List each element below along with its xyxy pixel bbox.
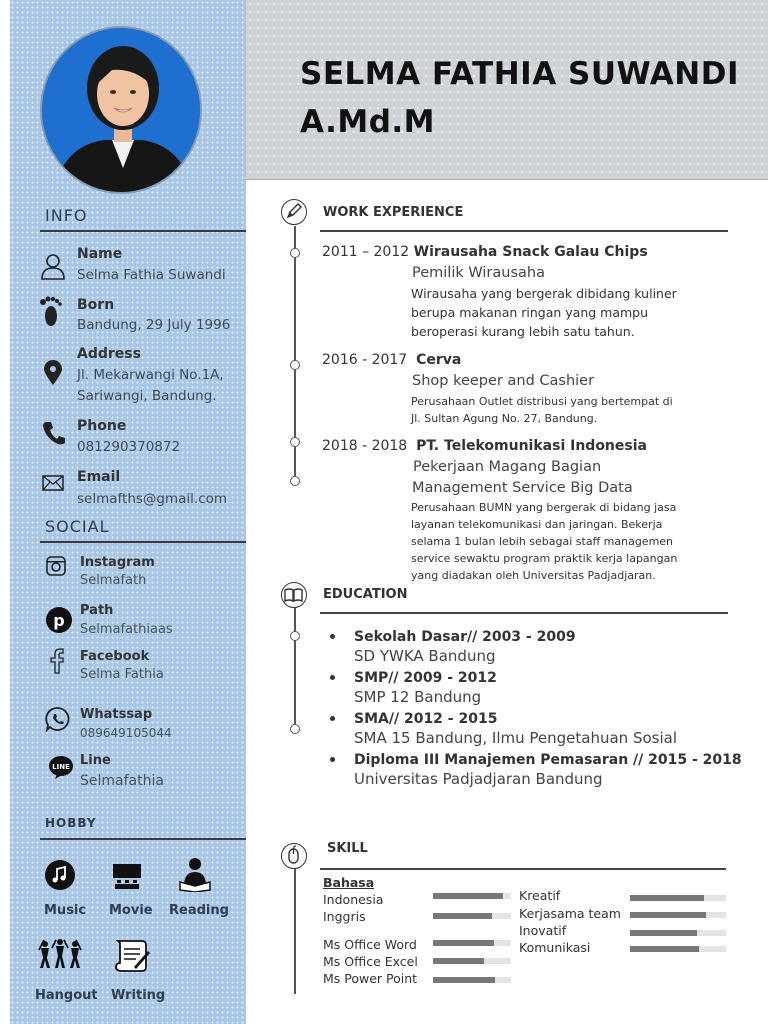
job-1-desc-line: berupa makanan ringan yang mampu [411, 305, 649, 320]
skill-bar-fill [433, 977, 495, 983]
job-3-desc-line: Perusahaan BUMN yang bergerak di bidang jasa [411, 501, 677, 514]
hobby-label-music: Music [44, 903, 87, 918]
job-2-desc-line: Perusahaan Outlet distribusi yang bertempat di [411, 395, 673, 408]
skill-bahasa-heading: Bahasa [323, 875, 375, 890]
info-value-address-line1: Jl. Mekarwangi No.1A, [77, 367, 224, 383]
whatsapp-icon[interactable] [45, 706, 71, 732]
info-value-address-line2: Sariwangi, Bandung. [77, 388, 217, 404]
movie-icon [112, 862, 142, 890]
social-value-instagram[interactable]: Selmafath [80, 573, 147, 588]
edu-bullet [330, 716, 335, 721]
timeline-dot [290, 248, 300, 258]
skill-bar [433, 958, 511, 964]
skill-bar-fill [630, 946, 699, 952]
timeline-dot [290, 437, 300, 447]
skill-bar-fill [433, 958, 484, 964]
skill-name: Ms Office Excel [323, 954, 418, 969]
skill-name: Ms Power Point [323, 971, 418, 986]
svg-text:LINE: LINE [52, 763, 70, 771]
edu-2-level: SMP [354, 670, 389, 686]
skill-bar-fill [433, 893, 503, 899]
social-value-path[interactable]: Selmafathiaas [80, 622, 173, 637]
hobby-rule [40, 838, 246, 840]
job-3-company: PT. Telekomunikasi Indonesia [416, 438, 647, 454]
writing-icon [112, 937, 150, 975]
skill-bar [630, 912, 726, 918]
social-label-line: Line [80, 753, 111, 768]
hobby-label-hangout: Hangout [35, 988, 98, 1003]
skill-name: Ms Office Word [323, 937, 417, 952]
job-3-years: 2018 - 2018 [322, 438, 408, 454]
edu-1-school: SD YWKA Bandung [354, 647, 496, 665]
skill-bar [630, 946, 726, 952]
info-value-phone: 081290370872 [77, 439, 181, 455]
timeline-dot [290, 631, 300, 641]
job-2-role: Shop keeper and Cashier [412, 373, 595, 389]
job-3-desc-line: yang diadakan oleh Universitas Padjadjaran. [411, 569, 656, 582]
edu-4-school: Universitas Padjadjaran Bandung [354, 770, 603, 788]
reading-icon [178, 856, 212, 892]
job-3-desc-line: selama 1 bulan lebih sebagai staff managemen [411, 535, 674, 548]
info-label-address: Address [77, 346, 141, 362]
profile-photo [40, 26, 202, 194]
edu-3-years: // 2012 - 2015 [388, 711, 498, 727]
candidate-name: SELMA FATHIA SUWANDI [300, 56, 740, 92]
job-2-desc-line: Jl. Sultan Agung No. 27, Bandung. [411, 412, 598, 425]
line-icon[interactable] [48, 755, 74, 779]
hobby-label-movie: Movie [109, 903, 153, 918]
hobby-heading: HOBBY [45, 816, 97, 830]
education-timeline [294, 608, 296, 732]
job-2-company: Cerva [416, 352, 462, 368]
edu-3-heading [354, 708, 497, 727]
info-label-born: Born [77, 297, 115, 313]
phone-icon [42, 420, 66, 446]
job-1-company: Wirausaha Snack Galau Chips [413, 244, 648, 260]
skill-bar-fill [630, 912, 706, 918]
social-label-facebook: Facebook [80, 649, 150, 664]
social-label-instagram: Instagram [80, 555, 155, 570]
skill-bar [630, 895, 726, 901]
svg-text:p: p [53, 611, 65, 630]
skill-name: Kreatif [519, 888, 561, 903]
hangout-icon [38, 938, 82, 970]
skill-title: SKILL [327, 841, 368, 856]
edu-2-years: // 2009 - 2012 [388, 670, 497, 686]
edu-1-heading [354, 626, 576, 645]
envelope-icon [42, 475, 64, 491]
job-1-role: Pemilik Wirausaha [412, 265, 545, 281]
info-rule [40, 230, 246, 232]
job-3-role-line: Pekerjaan Magang Bagian [413, 459, 602, 475]
mouse-icon [282, 844, 305, 867]
edu-bullet [330, 634, 335, 639]
hobby-label-reading: Reading [169, 903, 229, 918]
user-icon [40, 252, 66, 280]
skill-timeline [294, 868, 296, 994]
skill-bar-fill [630, 930, 697, 936]
job-3-header [322, 438, 647, 454]
experience-icon-circle [281, 199, 307, 225]
info-label-phone: Phone [77, 418, 127, 434]
experience-rule [320, 230, 728, 232]
instagram-icon[interactable] [46, 556, 66, 576]
pencil-icon [282, 200, 305, 223]
edu-bullet [330, 675, 335, 680]
edu-2-school: SMP 12 Bandung [354, 688, 482, 706]
social-label-whatsapp: Whatssap [80, 707, 153, 722]
edu-1-level: Sekolah Dasar [354, 629, 467, 645]
social-rule [40, 541, 246, 543]
skill-bar-fill [433, 940, 494, 946]
job-3-role-line: Management Service Big Data [412, 480, 633, 496]
info-label-name: Name [77, 246, 123, 262]
location-pin-icon [44, 360, 62, 386]
experience-title: WORK EXPERIENCE [323, 205, 464, 220]
skill-rule [320, 868, 726, 870]
job-1-years: 2011 – 2012 [322, 244, 410, 260]
job-2-years: 2016 - 2017 [322, 352, 408, 368]
info-heading: INFO [45, 206, 88, 225]
skill-bar-fill [433, 913, 492, 919]
skill-icon-circle [281, 843, 307, 869]
social-value-facebook[interactable]: Selma Fathia [80, 667, 164, 682]
hobby-label-writing: Writing [111, 988, 166, 1003]
skill-bar [433, 940, 511, 946]
skill-name: Inggris [323, 909, 366, 924]
social-label-path: Path [80, 603, 114, 618]
skill-bar-fill [630, 895, 704, 901]
job-2-header [322, 352, 461, 368]
info-value-name: Selma Fathia Suwandi [77, 267, 226, 283]
job-3-desc-line: service sewaktu program praktik kerja lapangan [411, 552, 678, 565]
edu-1-years: // 2003 - 2009 [466, 629, 576, 645]
edu-bullet [330, 757, 335, 762]
edu-4-heading [354, 749, 742, 768]
facebook-icon[interactable] [49, 648, 65, 674]
edu-3-level: SMA [354, 711, 389, 727]
social-value-whatsapp[interactable]: 089649105044 [80, 726, 172, 740]
path-icon[interactable] [45, 606, 73, 634]
skill-bar [433, 893, 511, 899]
skill-bar [433, 913, 511, 919]
edu-4-level: Diploma III Manajemen Pemasaran [354, 752, 634, 768]
edu-3-school: SMA 15 Bandung, Ilmu Pengetahuan Sosial [354, 729, 677, 747]
social-heading: SOCIAL [45, 517, 110, 536]
info-value-email: selmafths@gmail.com [77, 491, 228, 507]
skill-bar [630, 930, 726, 936]
social-value-line[interactable]: Selmafathia [80, 773, 164, 789]
edu-2-heading [354, 667, 497, 686]
skill-name: Komunikasi [519, 940, 591, 955]
music-icon [44, 859, 76, 891]
job-1-header [322, 244, 648, 260]
avatar [42, 28, 202, 194]
info-label-email: Email [77, 469, 121, 485]
education-icon-circle [281, 582, 307, 608]
timeline-dot [290, 724, 300, 734]
skill-name: Indonesia [323, 892, 384, 907]
education-rule [320, 612, 728, 614]
job-1-desc-line: Wirausaha yang bergerak dibidang kuliner [411, 286, 677, 301]
info-value-born: Bandung, 29 July 1996 [77, 317, 231, 333]
skill-bar [433, 977, 511, 983]
skill-name: Kerjasama team [519, 906, 621, 921]
job-3-desc-line: layanan telekomunikasi dan jaringan. Bekerja [411, 518, 663, 531]
skill-name: Inovatif [519, 923, 567, 938]
footprint-icon [38, 296, 64, 328]
edu-4-years: // 2015 - 2018 [633, 752, 742, 768]
book-icon [282, 583, 305, 606]
timeline-dot [290, 476, 300, 486]
job-1-desc-line: beroperasi kurang lebih satu tahun. [411, 324, 635, 339]
timeline-dot [290, 360, 300, 370]
candidate-degree: A.Md.M [300, 104, 436, 140]
education-title: EDUCATION [323, 587, 408, 602]
